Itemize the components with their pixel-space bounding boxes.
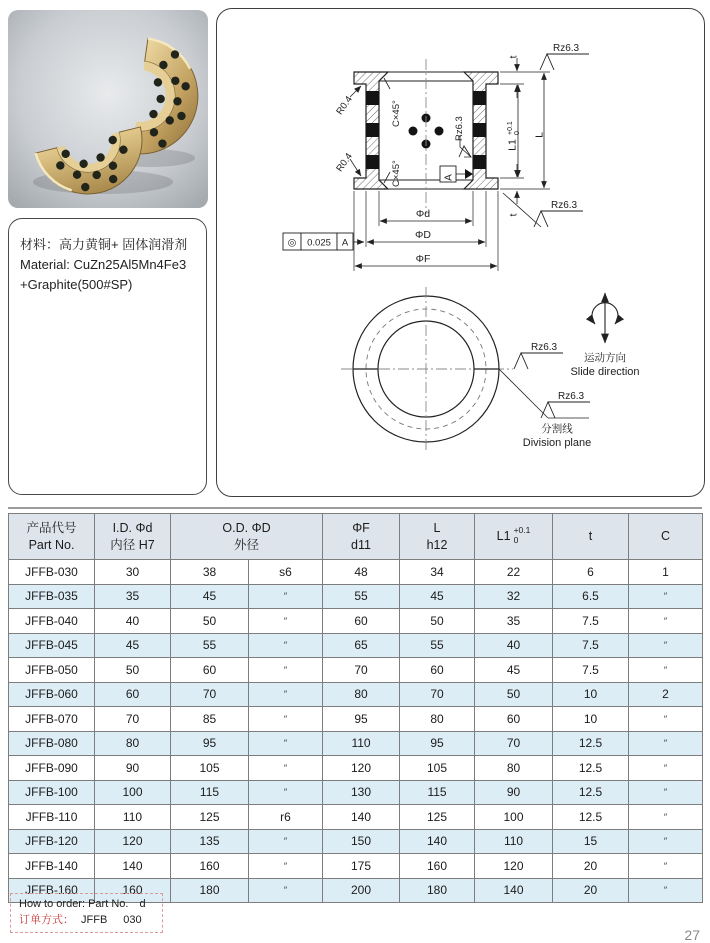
table-cell: 50 [400,609,475,634]
spec-table [8,513,703,903]
table-cell: 80 [475,756,553,781]
table-cell: 80 [95,731,171,756]
roughness-circle-1: Rz6.3 [531,342,558,353]
table-cell: 40 [95,609,171,634]
table-cell: 115 [400,780,475,805]
dim-l1-tol-top: +0.1 [507,121,514,135]
surface-symbol-bottom [534,211,583,227]
datum-label: A [443,174,455,181]
table-row [9,780,703,805]
header-text: 产品代号 [26,520,77,535]
table-cell: 70 [400,682,475,707]
table-cell: ″ [249,609,323,634]
material-line-cn: 材料：高力黄铜+ 固体润滑剂 [20,237,188,252]
table-cell: 45 [171,584,249,609]
dim-flange-od: ΦF [415,253,431,265]
tolerance-symbol: ◎ [287,237,297,249]
table-cell: 80 [400,707,475,732]
header-text: L1 [496,528,511,543]
radius-label-top: R0.4 [334,94,355,117]
table-cell: 120 [475,854,553,879]
table-cell: ″ [629,805,703,830]
table-cell: 90 [475,780,553,805]
table-cell: 55 [400,633,475,658]
table-cell: JFFB-100 [9,780,95,805]
col-header-l [400,514,475,560]
material-line-en1: Material: CuZn25Al5Mn4Fe3 [20,257,187,273]
table-row [9,829,703,854]
table-cell: 12.5 [553,756,629,781]
dim-bore: Φd [415,208,431,220]
table-cell: 34 [400,560,475,585]
dim-l1-group [507,121,522,151]
table-row [9,560,703,585]
table-cell: ″ [629,878,703,903]
table-cell: 6.5 [553,584,629,609]
table-cell: JFFB-090 [9,756,95,781]
surface-symbol-circle-1 [514,353,563,369]
table-cell: 12.5 [553,805,629,830]
tolerance-datum-ref: A [341,237,349,249]
table-cell: 50 [171,609,249,634]
table-cell: JFFB-045 [9,633,95,658]
table-cell: 35 [95,584,171,609]
slide-direction-icon [592,293,618,343]
table-cell: 60 [475,707,553,732]
table-cell: ″ [629,829,703,854]
tolerance-lower: 0 [513,534,519,545]
table-cell: 70 [475,731,553,756]
table-cell: 38 [171,560,249,585]
chamfer-label-bottom: C×45° [391,160,402,187]
table-cell: 150 [323,829,400,854]
table-cell: 10 [553,682,629,707]
slide-direction-cn: 运动方向 [584,352,626,364]
table-cell: 105 [400,756,475,781]
table-cell: s6 [249,560,323,585]
table-header-row [9,514,703,560]
table-cell: ″ [249,633,323,658]
spec-table-body [9,560,703,903]
table-cell: ″ [249,682,323,707]
table-cell: 7.5 [553,633,629,658]
table-cell: 140 [400,829,475,854]
header-text: h12 [426,537,448,552]
table-cell: 95 [171,731,249,756]
table-cell: ″ [629,707,703,732]
surface-symbol-circle-2 [541,402,590,418]
table-row [9,707,703,732]
order-line-1 [19,897,154,913]
table-row [9,805,703,830]
col-header-f [323,514,400,560]
table-cell: 130 [323,780,400,805]
table-cell: 70 [171,682,249,707]
header-text: d11 [351,537,371,552]
dim-l1-tol-bot: 0 [514,131,521,135]
table-cell: JFFB-040 [9,609,95,634]
table-cell: 120 [95,829,171,854]
table-cell: JFFB-120 [9,829,95,854]
order-part-prefix: JFFB [81,913,108,926]
table-cell: 125 [171,805,249,830]
table-cell: 110 [95,805,171,830]
table-cell: 50 [95,658,171,683]
technical-drawing-box [216,8,705,497]
table-cell: ″ [249,878,323,903]
table-cell: ″ [629,756,703,781]
table-cell: 160 [400,854,475,879]
split-bushing-illustration [8,10,208,208]
table-cell: 45 [475,658,553,683]
table-cell: 20 [553,878,629,903]
table-cell: ″ [249,854,323,879]
table-cell: JFFB-110 [9,805,95,830]
col-header-t: t [553,514,629,560]
table-cell: 160 [171,854,249,879]
table-cell: 105 [171,756,249,781]
table-cell: 140 [323,805,400,830]
header-text: 外径 [234,537,260,552]
page-number: 27 [684,927,700,943]
table-cell: JFFB-035 [9,584,95,609]
table-cell: 6 [553,560,629,585]
table-cell: ″ [629,609,703,634]
col-header-id [95,514,171,560]
col-header-part-no [9,514,95,560]
table-cell: ″ [629,731,703,756]
roughness-bottom: Rz6.3 [551,200,578,211]
header-text: L [433,520,441,535]
table-row [9,682,703,707]
table-cell: 60 [323,609,400,634]
order-howto-label: How to order: Part No. [19,898,129,910]
table-cell: 55 [171,633,249,658]
table-cell: 180 [400,878,475,903]
material-line-en2: +Graphite(500#SP) [20,277,133,293]
col-header-l1 [475,514,553,560]
technical-drawing [217,9,703,495]
table-cell: 90 [95,756,171,781]
material-box [8,218,207,495]
header-text: ΦF [352,520,370,535]
table-cell: JFFB-140 [9,854,95,879]
table-cell: 125 [400,805,475,830]
order-cn-label: 订单方式： [19,913,74,926]
table-cell: ″ [629,633,703,658]
order-line-2 [19,913,154,929]
header-text: Part No. [28,537,75,552]
table-cell: 60 [171,658,249,683]
table-cell: 45 [400,584,475,609]
table-cell: 1 [629,560,703,585]
table-cell: 70 [95,707,171,732]
table-cell: 95 [323,707,400,732]
table-cell: 7.5 [553,658,629,683]
tolerance-value: 0.025 [307,237,331,249]
table-cell: JFFB-080 [9,731,95,756]
table-cell: 12.5 [553,780,629,805]
table-cell: 160 [95,878,171,903]
table-cell: 48 [323,560,400,585]
table-cell: 12.5 [553,731,629,756]
table-cell: 200 [323,878,400,903]
table-cell: JFFB-160 [9,878,95,903]
order-d-token: d [139,898,146,910]
surface-symbol-top [540,54,589,70]
table-cell: 80 [323,682,400,707]
table-cell: 100 [95,780,171,805]
table-cell: 120 [323,756,400,781]
table-row [9,854,703,879]
header-text: I.D. Φd [112,520,153,535]
table-cell: ″ [249,707,323,732]
table-cell: 2 [629,682,703,707]
table-cell: ″ [249,584,323,609]
table-cell: 100 [475,805,553,830]
table-cell: 140 [95,854,171,879]
table-cell: 60 [400,658,475,683]
roughness-circle-2: Rz6.3 [558,391,585,402]
table-cell: 20 [553,854,629,879]
table-cell: 135 [171,829,249,854]
table-row [9,756,703,781]
table-cell: 180 [171,878,249,903]
table-cell: 55 [323,584,400,609]
chamfer-label-top: C×45° [391,100,402,127]
table-cell: ″ [629,780,703,805]
table-cell: 140 [475,878,553,903]
table-cell: 110 [323,731,400,756]
table-cell: 22 [475,560,553,585]
table-cell: 175 [323,854,400,879]
table-cell: 95 [400,731,475,756]
table-cell: ″ [249,658,323,683]
table-row [9,633,703,658]
table-cell: ″ [629,658,703,683]
table-cell: r6 [249,805,323,830]
dim-l: L [533,132,546,138]
table-cell: 85 [171,707,249,732]
roughness-top: Rz6.3 [553,43,580,54]
header-text: O.D. ΦD [222,520,271,535]
table-cell: 30 [95,560,171,585]
table-cell: ″ [249,756,323,781]
radius-label-bottom: R0.4 [334,151,355,174]
division-plane-cn: 分割线 [541,423,573,435]
table-cell: ″ [249,829,323,854]
table-cell: 40 [475,633,553,658]
tolerance-upper: +0.1 [513,524,531,535]
dim-l1: L1 [506,139,519,151]
header-text: 内径 H7 [110,537,155,552]
table-cell: 115 [171,780,249,805]
division-plane-en: Division plane [522,437,592,449]
table-cell: JFFB-070 [9,707,95,732]
table-cell: 65 [323,633,400,658]
table-cell: JFFB-050 [9,658,95,683]
table-cell: ″ [629,584,703,609]
table-cell: 70 [323,658,400,683]
order-box [10,893,163,933]
table-row [9,658,703,683]
table-cell: 35 [475,609,553,634]
table-row [9,584,703,609]
product-photo [8,10,208,208]
table-cell: 32 [475,584,553,609]
table-cell: 7.5 [553,609,629,634]
bore-roughness-label: Rz6.3 [454,116,465,141]
order-part-number: 030 [123,913,142,926]
table-cell: 15 [553,829,629,854]
col-header-c: C [629,514,703,560]
table-row [9,609,703,634]
tolerance-frame [283,233,364,250]
table-cell: ″ [629,854,703,879]
table-cell: ″ [249,731,323,756]
dim-body-od: ΦD [415,229,431,241]
table-cell: 60 [95,682,171,707]
table-row [9,731,703,756]
dim-flange-thickness-top: t [508,55,520,59]
table-cell: ″ [249,780,323,805]
table-cell: JFFB-030 [9,560,95,585]
table-cell: 45 [95,633,171,658]
table-top-rule [8,507,702,509]
col-header-od [171,514,323,560]
table-cell: 110 [475,829,553,854]
table-cell: JFFB-060 [9,682,95,707]
slide-direction-en: Slide direction [570,366,640,378]
table-cell: 50 [475,682,553,707]
dim-flange-thickness-bottom: t [508,213,520,217]
table-cell: 10 [553,707,629,732]
